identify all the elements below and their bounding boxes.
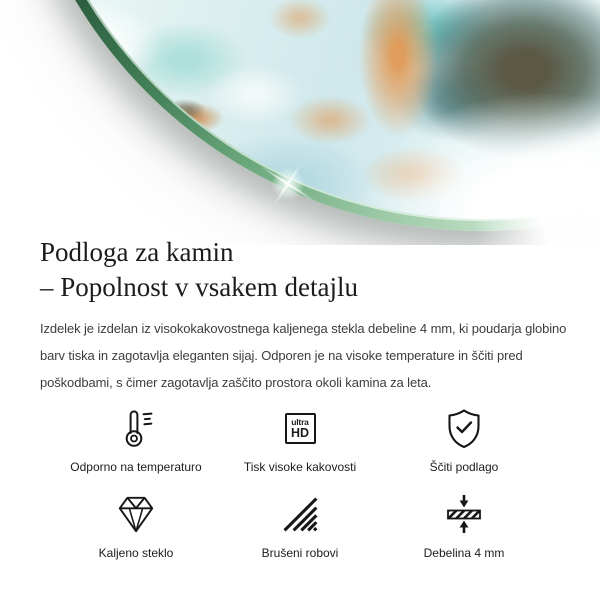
feature-label: Kaljeno steklo <box>98 546 174 560</box>
shield-check-icon <box>442 403 486 453</box>
feature-polished-edges <box>218 489 382 560</box>
feature-protects-surface <box>382 403 546 474</box>
feature-label: Tisk visoke kakovosti <box>243 460 357 474</box>
feature-thickness <box>382 489 546 560</box>
page-title-line-2: – Popolnost v vsakem detajlu <box>40 272 358 302</box>
feature-label: Ščiti podlago <box>429 460 499 474</box>
thickness-icon <box>442 489 486 539</box>
feature-label: Debelina 4 mm <box>423 546 505 560</box>
feature-tempered-glass <box>54 489 218 560</box>
thermometer-icon <box>114 403 158 453</box>
ultra-hd-badge-top: ultra <box>291 416 309 427</box>
feature-label: Brušeni robovi <box>261 546 339 560</box>
white-fade-overlay <box>470 120 600 245</box>
product-description: Izdelek je izdelan iz visokokakovostnega kaljenega stekla debeline 4 mm, ki poudarja globino barv tiska in zagotavlja eleganten sijaj. Odporen je na visoke temperature in ščiti pred poškodbami, s čimer zagotavlja zaščito prostora okoli kamina za leta. <box>40 321 567 390</box>
ultra-hd-icon <box>285 403 316 453</box>
product-info-section <box>0 235 600 560</box>
hero-product-photo <box>0 0 600 245</box>
page-title-line-1: Podloga za kamin <box>40 237 234 267</box>
feature-label: Odporno na temperaturo <box>70 460 202 474</box>
feature-temperature-resistant <box>54 403 218 474</box>
features-grid <box>54 403 546 560</box>
diamond-icon <box>115 489 157 539</box>
feature-print-quality <box>218 403 382 474</box>
page-title <box>40 235 560 305</box>
polished-edges-icon <box>280 489 320 539</box>
ultra-hd-badge-bottom: HD <box>290 425 310 440</box>
